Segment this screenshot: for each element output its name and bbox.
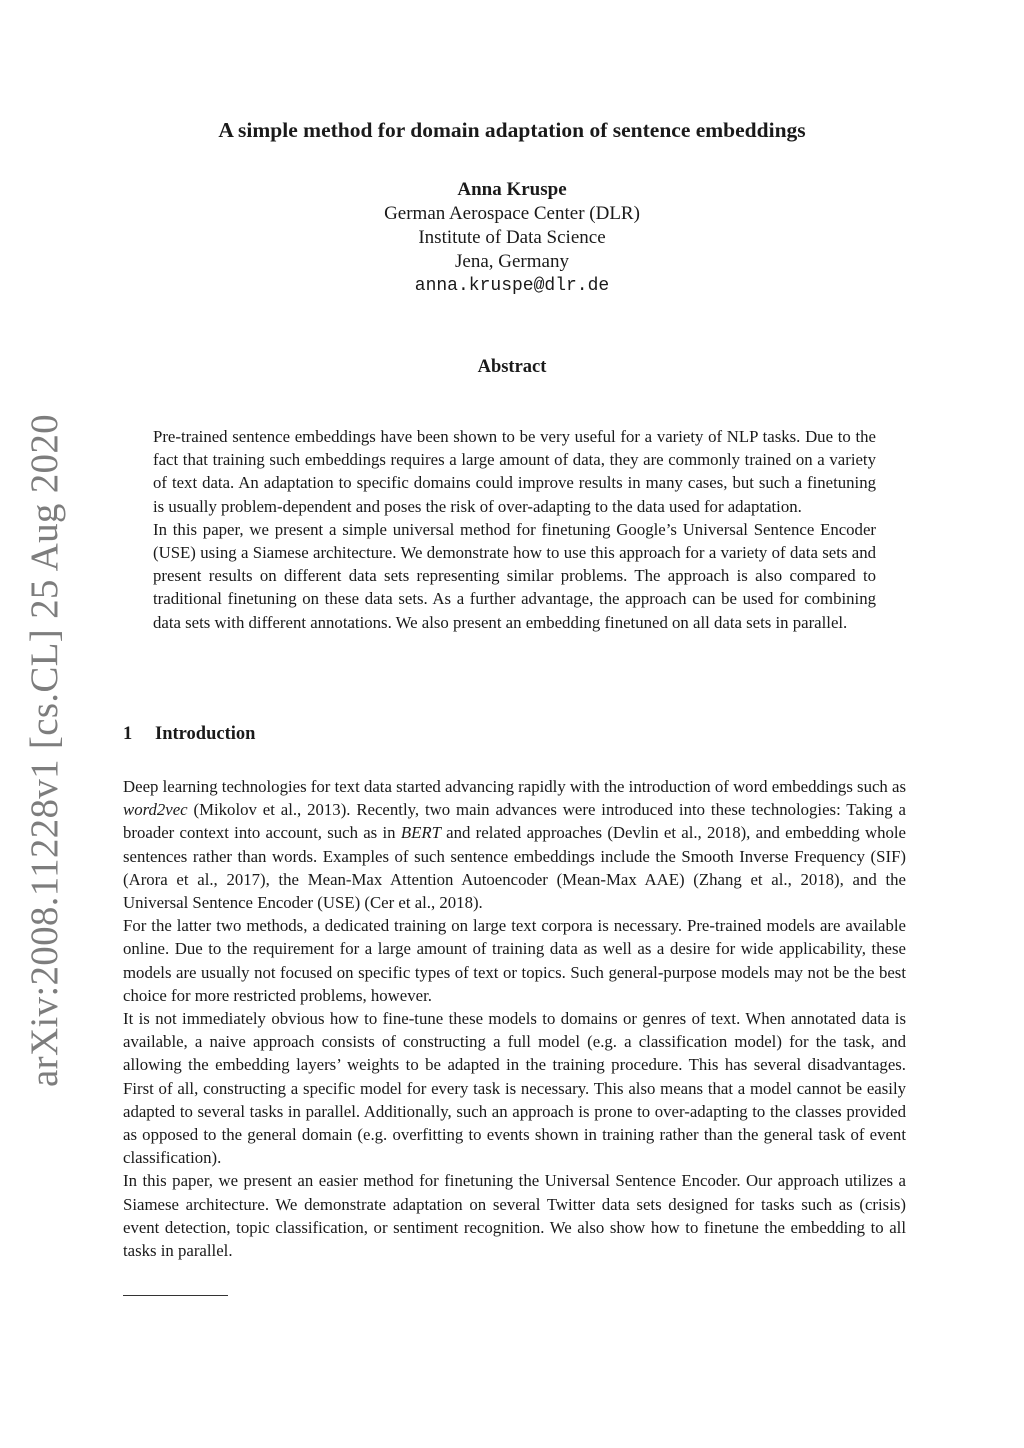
arxiv-id-text: arXiv:2008.11228v1 [cs.CL] 25 Aug 2020 [22,413,66,1087]
abstract-paragraph: Pre-trained sentence embeddings have been shown to be very useful for a variety of NLP tasks. Due to the fact that training such embeddings requires a large amount of data, they are commonly trained on a variety of text data. An adaptation to specific domains could improve results in many cases, but such a finetuning is usually problem-dependent and poses the risk of over-adapting to the data used for adaptation. [153,427,876,516]
intro-paragraph [123,775,906,914]
author-affiliation-organization: German Aerospace Center (DLR) [384,203,640,224]
author-email[interactable]: anna.kruspe@dlr.de [414,276,610,296]
abstract-body [153,425,876,634]
section-heading-introduction [123,724,255,745]
footnote-separator [123,1295,228,1296]
intro-paragraph: For the latter two methods, a dedicated training on large text corpora is necessary. Pre-trained models are available online. Due to the requirement for a large amount of training data as well as a desire for wide applicability, these models are usually not focused on specific types of text or topics. Such general-purpose models may not be the best choice for more restricted problems, however. [123,916,906,1005]
author-location: Jena, Germany [455,251,569,272]
paper-title: A simple method for domain adaptation of sentence embeddings [218,118,806,142]
abstract-paragraph: In this paper, we present a simple universal method for finetuning Google’s Universal Sentence Encoder (USE) using a Siamese architecture. We demonstrate how to use this approach for a variety of data sets and present results on different data sets representing similar problems. The approach is also compared to traditional finetuning on these data sets. As a further advantage, the approach can be used for combining data sets with different annotations. We also present an embedding finetuned on all data sets in parallel. [153,519,876,632]
intro-text: and related approaches (Devlin et al., 2018), and embedding whole sentences rather than words. Examples of such sentence embeddings include the Smooth Inverse Frequency (SIF) (Arora et al., 2017), the Mean-Max Attention Autoencoder (Mean-Max AAE) (Zhang et al., 2018), and the Universal Sentence Encoder (USE) (Cer et al., 2018). [123,823,906,913]
abstract-heading: Abstract [477,357,547,377]
intro-text: (Mikolov et al., 2013). Recently, two main advances were introduced into these technologies: Taking a broader context into account, such as in [123,800,906,843]
arxiv-identifier-stamp [14,413,74,1087]
author-name: Anna Kruspe [457,179,567,200]
term-bert: BERT [400,823,441,843]
intro-paragraph: It is not immediately obvious how to fine-tune these models to domains or genres of text. When annotated data is available, a naive approach consists of constructing a full model (e.g. a classification model) for the task, and allowing the embedding layers’ weights to be adapted in the training procedure. This has several disadvantages. First of all, constructing a specific model for every task is necessary. This also means that a model cannot be easily adapted to several tasks in parallel. Additionally, such an approach is prone to over-adapting to the classes provided as opposed to the general domain (e.g. overfitting to events shown in training rather than the general task of event classification). [123,1009,906,1168]
intro-text: Deep learning technologies for text data started advancing rapidly with the introduction of word embeddings such as [123,777,906,796]
section-number: 1 [123,724,133,744]
section-title: Introduction [155,724,256,744]
author-affiliation-institute: Institute of Data Science [418,227,606,248]
introduction-body [123,775,906,1262]
intro-paragraph: In this paper, we present an easier method for finetuning the Universal Sentence Encoder. Our approach utilizes a Siamese architecture. We demonstrate adaptation on several Twitter data sets designed for tasks such as (crisis) event detection, topic classification, or sentiment recognition. We also show how to finetune the embedding to all tasks in parallel. [123,1171,906,1261]
author-block [0,178,1024,298]
term-word2vec: word2vec [123,800,188,820]
